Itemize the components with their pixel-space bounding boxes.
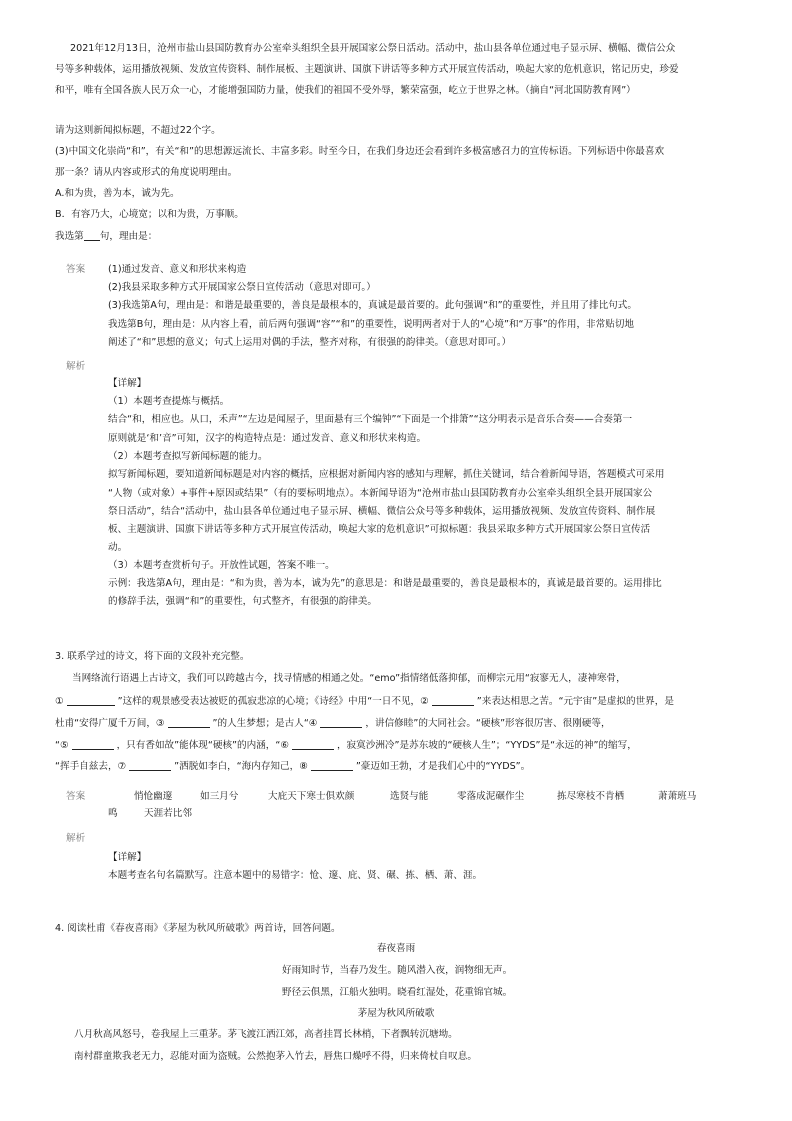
detail-title: 【详解】 [108, 378, 147, 389]
q3-answer-3: 大庇天下寒士俱欢颜 [268, 791, 355, 802]
poem-1-line-1: 好雨知时节，当春乃发生。随风潜入夜，润物细无声。 [282, 965, 513, 976]
q3-analysis-label: 解析 [66, 833, 86, 844]
q3-text-2c: ”来表达相思之苦。“元宇宙”是虚拟的世界，是 [476, 696, 674, 707]
blank-3[interactable] [168, 716, 210, 728]
q3-text-4c: ，寂寞沙洲冷”是苏东坡的“硬核人生”；“YYDS”是“永远的神”的缩写， [336, 740, 637, 751]
q3-paragraph-line-1: 当网络流行语遇上古诗文，我们可以跨越古今，找寻情感的相通之处。“emo”指情绪低落抑郁，而柳宗元用“寂寥无人，凄神寒骨， [72, 673, 626, 684]
choice-line [55, 229, 157, 244]
blank-5[interactable] [72, 738, 114, 750]
q3-answer-4: 选贤与能 [390, 791, 429, 802]
blank-6[interactable] [292, 738, 334, 750]
q3-text-3b: ”的人生梦想；是古人“④ [212, 718, 318, 729]
q3-answer-8: 天涯若比邻 [144, 808, 192, 819]
q3-text-3c: ，讲信修睦”的大同社会。“硬核”形容很厉害、很刚硬等， [365, 718, 611, 729]
q3-answer-5: 零落成泥碾作尘 [457, 791, 525, 802]
q3-text-3a: 杜甫“安得广厦千万间，③ [55, 718, 165, 729]
answer-line-1: (1)通过发音、意义和形状来构造 [108, 264, 247, 275]
analysis-line-1: （1）本题考查提炼与概括。 [108, 396, 230, 407]
choice-suffix: 句，理由是： [99, 231, 158, 242]
blank-4[interactable] [320, 716, 362, 728]
q4-title: 4. 阅读杜甫《春夜喜雨》《茅屋为秋风所破歌》两首诗，回答问题。 [55, 923, 341, 934]
answer-line-4: 我选第B句，理由是：从内容上看，前后两句强调“容”“和”的重要性，说明两者对于人的“心境”和“万事”的作用，非常贴切地 [108, 319, 635, 330]
q3-answers-row [0, 790, 792, 804]
choice-prefix: 我选第 [55, 231, 84, 242]
q3-answer-label: 答案 [66, 791, 86, 802]
analysis-line-5: 拟写新闻标题，要知道新闻标题是对内容的概括，应根据对新闻内容的感知与理解，抓住关键词，结合着新闻导语，答题模式可采用 [108, 469, 665, 480]
task-2-prompt: 请为这则新闻拟标题，不超过22个字。 [55, 125, 221, 136]
q3-answer-1: 悄怆幽邃 [134, 791, 173, 802]
news-line-3: 和平，唯有全国各族人民万众一心，才能增强国防力量，使我们的祖国不受外辱，繁荣富强，屹立于世界之林。（摘自“河北国防教育网”） [55, 85, 636, 96]
analysis-line-7: 祭日活动”，结合“活动中，盐山县各单位通过电子显示屏、横幅、微信公众号等多种载体，运用播放视频、发放宣传资料、制作展 [108, 506, 656, 517]
poem-2-title: 茅屋为秋风所破歌 [357, 1008, 435, 1019]
poem-2-line-1: 八月秋高风怒号，卷我屋上三重茅。茅飞渡江洒江郊，高者挂罥长林梢，下者飘转沉塘坳。 [74, 1029, 458, 1040]
analysis-line-3: 原则就是‘和’音”可知，汉字的构造特点是：通过发音、意义和形状来构造。 [108, 433, 427, 444]
news-line-2: 号等多种载体，运用播放视频、发放宣传资料、制作展板、主题演讲、国旗下讲话等多种方式开展宣传活动，唤起大家的危机意识，铭记历史，珍爱 [55, 64, 679, 75]
blank-number-1: ① [55, 696, 64, 707]
q3-answer-6: 拣尽寒枝不肯栖 [557, 791, 625, 802]
q3-detail-title: 【详解】 [108, 852, 147, 863]
answer-line-5: 阐述了“和”思想的意义；句式上运用对偶的手法，整齐对称，有很强的韵律美。（意思对即可。） [108, 337, 512, 348]
blank-2[interactable] [432, 694, 474, 706]
q3-answer-2: 如三月兮 [200, 791, 239, 802]
q3-text-5a: “挥手自兹去，⑦ [55, 761, 127, 772]
q3-text-4b: ，只有香如故”能体现“硬核”的内涵，“⑥ [116, 740, 289, 751]
poem-2-line-2: 南村群童欺我老无力，忍能对面为盗贼。公然抱茅入竹去，唇焦口燥呼不得，归来倚杖自叹息。 [74, 1051, 477, 1062]
q3-paragraph-line-5 [55, 759, 530, 774]
q3-paragraph-line-4 [55, 738, 637, 753]
blank-7[interactable] [129, 759, 171, 771]
task-3-prompt-1: (3)中国文化崇尚“和”，有关“和”的思想源远流长、丰富多彩。时至今日，在我们身边还会看到许多极富感召力的宣传标语。下列标语中你最喜欢 [55, 146, 665, 157]
answer-line-2: (2)我县采取多种方式开展国家公祭日宣传活动（意思对即可。） [108, 282, 376, 293]
q3-text-4a: “⑤ [55, 740, 69, 751]
analysis-line-11: 示例：我选第A句，理由是：“和为贵，善为本，诚为先”的意思是：和谐是最重要的，善良是最根本的，真诚是最首要的。运用排比 [108, 578, 662, 589]
option-b: B．有容乃大，心境宽；以和为贵，万事顺。 [55, 209, 244, 220]
q3-paragraph-line-2 [55, 694, 674, 709]
news-line-1: 2021年12月13日，沧州市盐山县国防教育办公室牵头组织全县开展国家公祭日活动。活动中，盐山县各单位通过电子显示屏、横幅、微信公众 [70, 43, 676, 54]
analysis-line-4: （2）本题考查拟写新闻标题的能力。 [108, 451, 268, 462]
analysis-line-2: 结合“和，相应也。从口，禾声”“左边是闻屋子，里面悬有三个编钟”“下面是一个排箫”“这分明表示是音乐合奏——合奏第一 [108, 414, 633, 425]
blank-1[interactable] [67, 694, 115, 706]
poem-1-line-2: 野径云俱黑，江船火独明。晓看红湿处，花重锦官城。 [282, 987, 513, 998]
analysis-line-10: （3）本题考查赏析句子。开放性试题，答案不唯一。 [108, 560, 335, 571]
answer-line-3: (3)我选第A句，理由是：和谐是最重要的，善良是最根本的，真诚是最首要的。此句强调“和”的重要性，并且用了排比句式。 [108, 300, 637, 311]
analysis-line-12: 的修辞手法，强调“和”的重要性，句式整齐，有很强的韵律美。 [108, 596, 377, 607]
q3-title: 3. 联系学过的诗文，将下面的文段补充完整。 [55, 651, 250, 662]
q3-detail-text: 本题考查名句名篇默写。注意本题中的易错字：怆、邃、庇、贤、碾、拣、栖、萧、涯。 [108, 870, 483, 881]
q3-text-5c: ”豪迈如王勃，才是我们心中的“YYDS”。 [355, 761, 531, 772]
q3-text-2b: ”这样的观景感受表达被贬的孤寂悲凉的心境；《诗经》中用“一日不见，② [117, 696, 429, 707]
option-a: A.和为贵，善为本，诚为先。 [55, 188, 180, 199]
q3-answers-row-2 [0, 807, 792, 821]
answer-label: 答案 [66, 264, 86, 275]
poem-1-title: 春夜喜雨 [376, 943, 416, 954]
analysis-line-6: “人物（或对象）+事件+原因或结果”（有的要标明地点）。本新闻导语为“沧州市盐山县国防教育办公室牵头组织全县开展国家公 [108, 488, 653, 499]
analysis-line-8: 板、主题演讲、国旗下讲话等多种方式开展宣传活动，唤起大家的危机意识”可拟标题：我县采取多种方式开展国家公祭日宣传活 [108, 524, 651, 535]
analysis-line-9: 动。 [108, 542, 128, 553]
blank-8[interactable] [311, 759, 353, 771]
analysis-label: 解析 [66, 361, 86, 372]
task-3-prompt-2: 那一条？请从内容或形式的角度说明理由。 [55, 167, 238, 178]
q3-answer-7: 萧萧班马 [658, 791, 697, 802]
q3-text-5b: ”洒脱如李白，“海内存知己，⑧ [174, 761, 308, 772]
q3-answer-7-tail: 鸣 [108, 808, 118, 819]
q3-paragraph-line-3 [55, 716, 611, 731]
choice-blank[interactable] [84, 229, 100, 241]
